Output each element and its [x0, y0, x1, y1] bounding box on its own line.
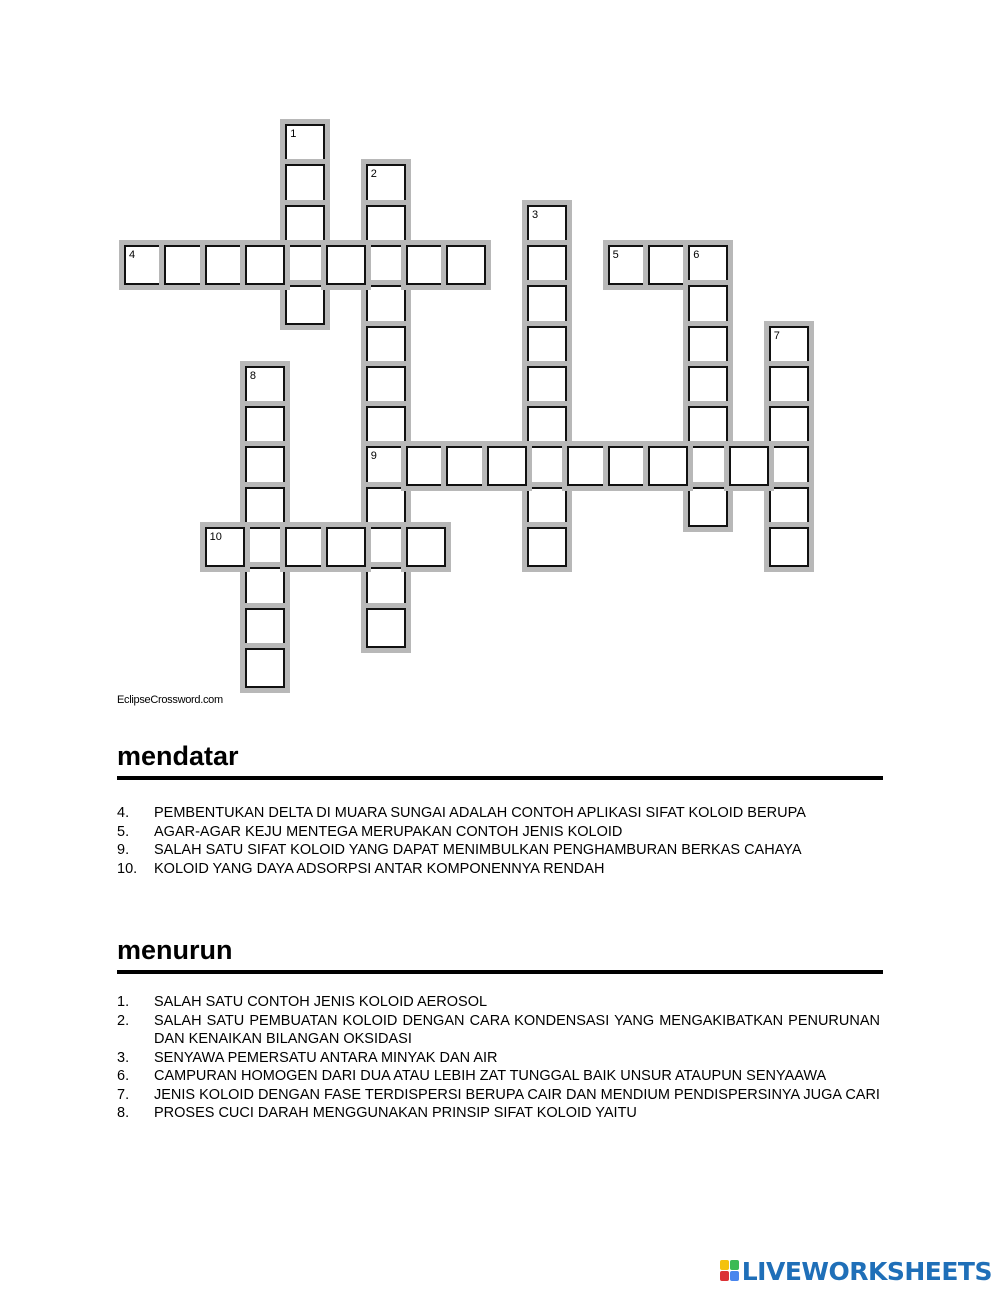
cell-letter-input[interactable] [529, 489, 565, 525]
clue-text: SALAH SATU SIFAT KOLOID YANG DAPAT MENIMBULKAN PENGHAMBURAN BERKAS CAHAYA [154, 842, 802, 858]
clue-num: 1. [117, 994, 130, 1010]
cell-letter-input[interactable] [368, 529, 404, 565]
cell-letter-input[interactable] [408, 247, 444, 283]
crossword-cell[interactable] [648, 446, 688, 486]
crossword-cell[interactable] [326, 245, 366, 285]
clue-number: 2 [370, 168, 377, 181]
cell-letter-input[interactable] [690, 247, 726, 283]
crossword-cell[interactable] [446, 446, 486, 486]
cell-letter-input[interactable] [207, 529, 243, 565]
crossword-cell[interactable] [366, 245, 406, 285]
cell-letter-input[interactable] [368, 489, 404, 525]
cell-letter-input[interactable] [731, 448, 767, 484]
cell-letter-input[interactable] [126, 247, 162, 283]
crossword-cell[interactable] [366, 285, 406, 325]
crossword-cell[interactable] [245, 487, 285, 527]
cell-letter-input[interactable] [771, 489, 807, 525]
cell-letter-input[interactable] [328, 247, 364, 283]
crossword-cell[interactable] [366, 567, 406, 607]
crossword-cell[interactable] [688, 446, 728, 486]
cell-letter-input[interactable] [247, 489, 283, 525]
cell-letter-input[interactable] [529, 207, 565, 243]
cell-letter-input[interactable] [690, 448, 726, 484]
down-divider [117, 970, 883, 974]
cell-letter-input[interactable] [247, 247, 283, 283]
clue-item [117, 1012, 880, 1049]
cell-letter-input[interactable] [408, 529, 444, 565]
crossword-cell[interactable] [769, 446, 809, 486]
clue-item [117, 1049, 880, 1068]
cell-letter-input[interactable] [368, 328, 404, 364]
clue-text: AGAR-AGAR KEJU MENTEGA MERUPAKAN CONTOH JENIS KOLOID [154, 823, 623, 840]
clue-num: 8. [117, 1105, 130, 1121]
crossword-cell[interactable] [769, 326, 809, 366]
clue-item [117, 823, 880, 842]
cell-letter-input[interactable] [610, 448, 646, 484]
crossword-cell[interactable] [366, 406, 406, 446]
cell-letter-input[interactable] [529, 247, 565, 283]
cell-letter-input[interactable] [287, 207, 323, 243]
cell-letter-input[interactable] [368, 610, 404, 646]
clue-text: PROSES CUCI DARAH MENGGUNAKAN PRINSIP SIFAT KOLOID YAITU [154, 1105, 637, 1121]
cell-letter-input[interactable] [771, 408, 807, 444]
logo-mark-icon [720, 1260, 740, 1282]
cell-letter-input[interactable] [368, 408, 404, 444]
across-heading: mendatar [117, 741, 239, 771]
crossword-cell[interactable] [688, 366, 728, 406]
clue-num: 4. [117, 805, 130, 821]
crossword-cell[interactable] [366, 164, 406, 204]
crossword-cell[interactable] [406, 446, 446, 486]
cell-letter-input[interactable] [247, 448, 283, 484]
cell-letter-input[interactable] [690, 489, 726, 525]
crossword-cell[interactable] [366, 446, 406, 486]
crossword-cell[interactable] [285, 245, 325, 285]
cell-letter-input[interactable] [368, 368, 404, 404]
down-clue-list [117, 993, 880, 1123]
crossword-cell[interactable] [366, 487, 406, 527]
clue-item [117, 1067, 880, 1086]
crossword-cell[interactable] [285, 164, 325, 204]
cell-letter-input[interactable] [690, 368, 726, 404]
cell-letter-input[interactable] [529, 328, 565, 364]
clue-text: SALAH SATU CONTOH JENIS KOLOID AEROSOL [154, 994, 488, 1010]
cell-letter-input[interactable] [448, 448, 484, 484]
clue-item [117, 860, 880, 879]
cell-letter-input[interactable] [247, 569, 283, 605]
crossword-cell[interactable] [527, 205, 567, 245]
clue-text: KOLOID YANG DAYA ADSORPSI ANTAR KOMPONENNYA RENDAH [154, 860, 605, 877]
clue-num: 2. [117, 1012, 130, 1029]
logo-square [720, 1260, 729, 1270]
crossword-cell[interactable] [527, 406, 567, 446]
crossword-cell[interactable] [527, 446, 567, 486]
crossword-cell[interactable] [205, 527, 245, 567]
crossword-cell[interactable] [527, 527, 567, 567]
crossword-cell[interactable] [164, 245, 204, 285]
cell-letter-input[interactable] [287, 247, 323, 283]
cell-letter-input[interactable] [771, 448, 807, 484]
clue-text: CAMPURAN HOMOGEN DARI DUA ATAU LEBIH ZAT TUNGGAL BAIK UNSUR ATAUPUN SENYAAWA [154, 1068, 827, 1084]
cell-letter-input[interactable] [408, 448, 444, 484]
crossword-cell[interactable] [769, 366, 809, 406]
clue-number: 4 [129, 248, 136, 261]
crossword-cell[interactable] [608, 245, 648, 285]
clue-item [117, 1086, 880, 1105]
clue-num: 3. [117, 1049, 130, 1066]
cell-letter-input[interactable] [287, 166, 323, 202]
cell-letter-input[interactable] [207, 247, 243, 283]
cell-letter-input[interactable] [247, 529, 283, 565]
cell-letter-input[interactable] [247, 408, 283, 444]
cell-letter-input[interactable] [368, 247, 404, 283]
cell-letter-input[interactable] [529, 368, 565, 404]
crossword-cell[interactable] [527, 487, 567, 527]
cell-letter-input[interactable] [287, 529, 323, 565]
cell-letter-input[interactable] [287, 287, 323, 323]
crossword-cell[interactable] [326, 527, 366, 567]
crossword-cell[interactable] [245, 608, 285, 648]
clue-text: JENIS KOLOID DENGAN FASE TERDISPERSI BERUPA CAIR DAN MENDIUM PENDISPERSINYA JUGA CARI [154, 1086, 880, 1103]
crossword-cell[interactable] [769, 487, 809, 527]
crossword-cell[interactable] [688, 245, 728, 285]
cell-letter-input[interactable] [247, 610, 283, 646]
cell-letter-input[interactable] [529, 448, 565, 484]
crossword-cell[interactable] [527, 366, 567, 406]
crossword-cell[interactable] [527, 245, 567, 285]
clue-num: 5. [117, 823, 130, 840]
crossword-cell[interactable] [205, 245, 245, 285]
crossword-cell[interactable] [366, 205, 406, 245]
crossword-cell[interactable] [245, 366, 285, 406]
cell-letter-input[interactable] [368, 207, 404, 243]
logo-square [730, 1260, 739, 1270]
down-heading: menurun [117, 935, 233, 965]
crossword-cell[interactable] [124, 245, 164, 285]
credit-text: EclipseCrossword.com [117, 694, 223, 706]
clue-number: 8 [249, 369, 257, 382]
cell-letter-input[interactable] [690, 328, 726, 364]
liveworksheets-logo [720, 1256, 992, 1286]
cell-letter-input[interactable] [287, 126, 323, 162]
crossword-cell[interactable] [366, 608, 406, 648]
crossword-cell[interactable] [608, 446, 648, 486]
clue-item [117, 841, 880, 860]
across-clue-list [117, 804, 880, 878]
cell-letter-input[interactable] [610, 247, 646, 283]
cell-letter-input[interactable] [690, 287, 726, 323]
crossword-cell[interactable] [245, 406, 285, 446]
cell-letter-input[interactable] [529, 408, 565, 444]
crossword-cell[interactable] [688, 326, 728, 366]
clue-number: 1 [290, 128, 297, 140]
crossword-cell[interactable] [527, 285, 567, 325]
clue-number: 6 [693, 248, 700, 261]
crossword-cell[interactable] [567, 446, 607, 486]
cell-letter-input[interactable] [448, 247, 484, 283]
clue-num: 10. [117, 860, 138, 877]
crossword-cell[interactable] [245, 245, 285, 285]
cell-letter-input[interactable] [368, 287, 404, 323]
cell-letter-input[interactable] [690, 408, 726, 444]
cell-letter-input[interactable] [771, 328, 807, 364]
crossword-cell[interactable] [366, 366, 406, 406]
logo-square [730, 1271, 739, 1281]
crossword-cell[interactable] [406, 245, 446, 285]
clue-number: 5 [612, 248, 619, 261]
crossword-cell[interactable] [688, 285, 728, 325]
clue-number: 3 [532, 208, 539, 221]
crossword-cell[interactable] [285, 527, 325, 567]
across-divider [117, 776, 883, 780]
clue-num: 7. [117, 1086, 130, 1103]
cell-letter-input[interactable] [771, 368, 807, 404]
clue-text: SENYAWA PEMERSATU ANTARA MINYAK DAN AIR [154, 1049, 498, 1066]
clue-number: 10 [209, 531, 222, 543]
cell-letter-input[interactable] [489, 448, 525, 484]
cell-letter-input[interactable] [771, 529, 807, 565]
crossword-cell[interactable] [285, 205, 325, 245]
crossword-cell[interactable] [729, 446, 769, 486]
cell-letter-input[interactable] [368, 569, 404, 605]
crossword-cell[interactable] [366, 326, 406, 366]
clue-item [117, 804, 880, 823]
cell-letter-input[interactable] [166, 247, 202, 283]
crossword-cell[interactable] [487, 446, 527, 486]
crossword-cell[interactable] [285, 285, 325, 325]
cell-letter-input[interactable] [247, 368, 283, 404]
cell-letter-input[interactable] [569, 448, 605, 484]
clue-item [117, 993, 880, 1012]
cell-letter-input[interactable] [529, 287, 565, 323]
cell-letter-input[interactable] [529, 529, 565, 565]
clue-text: SALAH SATU PEMBUATAN KOLOID DENGAN CARA KONDENSASI YANG MENGAKIBATKAN PENURUNAN DAN KENAIKAN BILANGAN OKSIDASI [154, 1012, 880, 1047]
clue-item [117, 1104, 880, 1123]
cell-letter-input[interactable] [368, 448, 404, 484]
crossword-cell[interactable] [688, 406, 728, 446]
crossword-cell[interactable] [245, 446, 285, 486]
clue-num: 9. [117, 842, 130, 858]
logo-text: LIVEWORKSHEETS [741, 1256, 992, 1286]
clue-number: 7 [773, 329, 780, 342]
crossword-cell[interactable] [648, 245, 688, 285]
crossword-cell[interactable] [527, 326, 567, 366]
crossword-cell[interactable] [769, 406, 809, 446]
crossword-cell[interactable] [769, 527, 809, 567]
cell-letter-input[interactable] [247, 650, 283, 686]
crossword-cell[interactable] [245, 527, 285, 567]
clue-number: 9 [370, 450, 377, 463]
crossword-cell[interactable] [446, 245, 486, 285]
crossword-cell[interactable] [366, 527, 406, 567]
logo-square [720, 1271, 729, 1281]
crossword-cell[interactable] [245, 648, 285, 688]
cell-letter-input[interactable] [328, 529, 364, 565]
clue-text: PEMBENTUKAN DELTA DI MUARA SUNGAI ADALAH CONTOH APLIKASI SIFAT KOLOID BERUPA [154, 805, 806, 821]
cell-letter-input[interactable] [650, 448, 686, 484]
crossword-cell[interactable] [688, 487, 728, 527]
cell-letter-input[interactable] [650, 247, 686, 283]
crossword-cell[interactable] [245, 567, 285, 607]
clue-num: 6. [117, 1068, 130, 1084]
cell-letter-input[interactable] [368, 166, 404, 202]
crossword-cell[interactable] [285, 124, 325, 164]
crossword-cell[interactable] [406, 527, 446, 567]
